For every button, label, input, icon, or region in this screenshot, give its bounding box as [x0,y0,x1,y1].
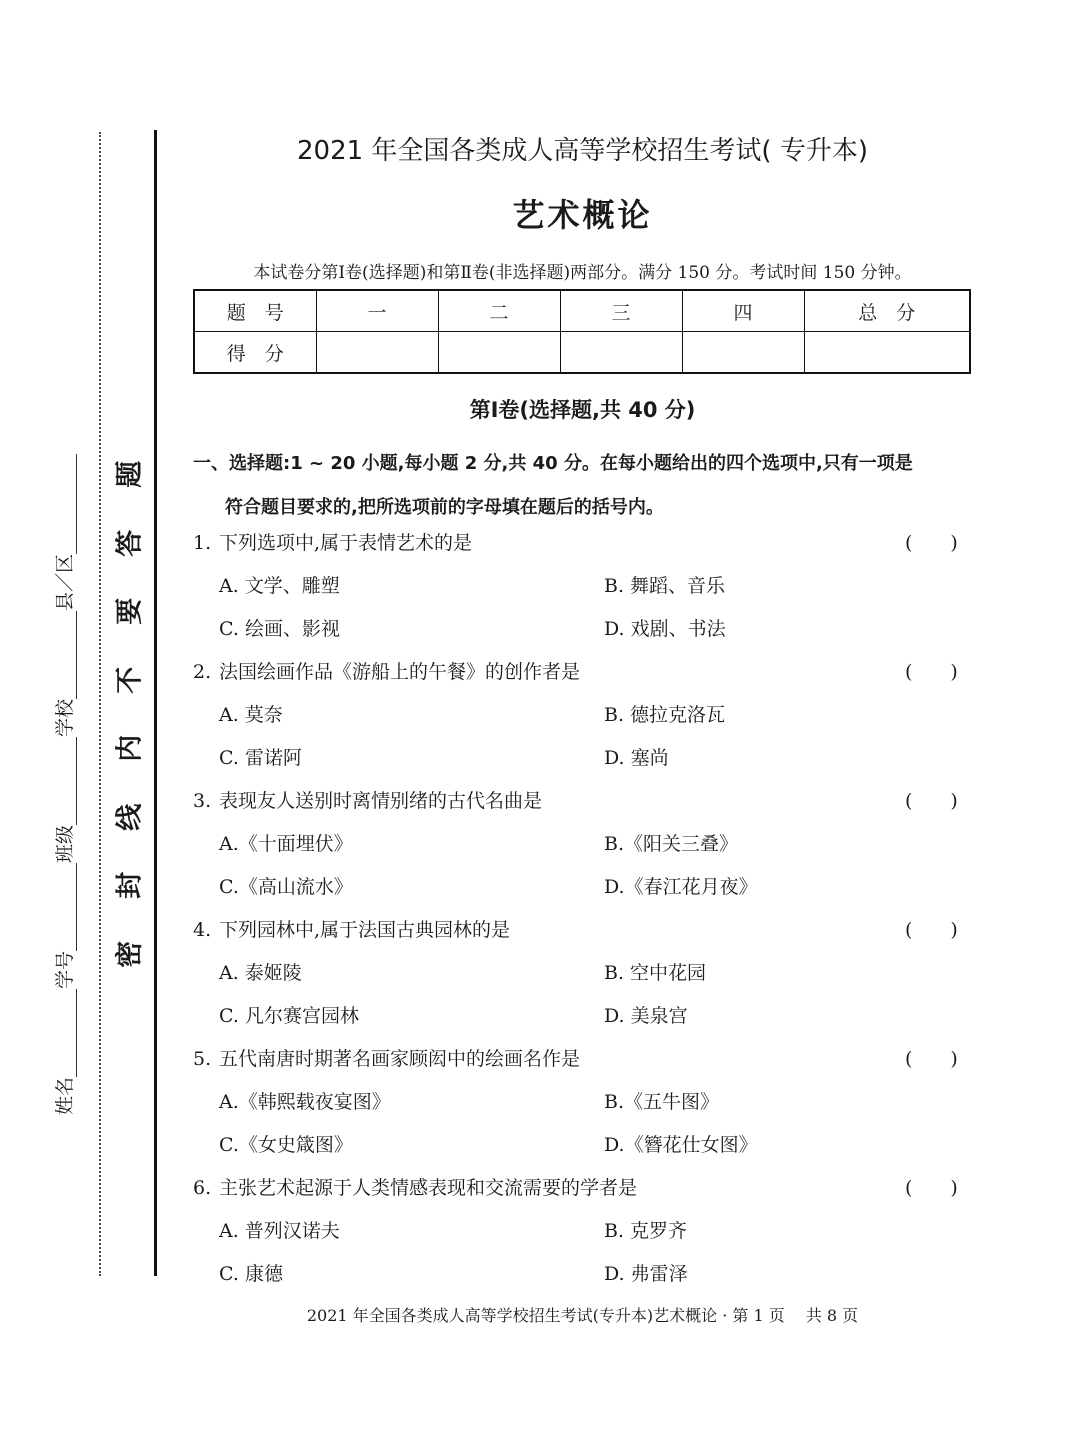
seal-char: 内 [113,734,145,762]
answer-option: A.《十面埋伏》 [219,833,353,855]
answer-option: C. 绘画、影视 [219,618,340,640]
question-stem [193,1167,973,1210]
answer-option: C.《女史箴图》 [219,1134,353,1156]
seal-notice [112,440,148,988]
part-title: 第Ⅰ卷(选择题,共 40 分) [469,398,696,422]
section-line-2: 符合题目要求的,把所选项前的字母填在题后的括号内。 [225,497,664,518]
page-footer: 2021 年全国各类成人高等学校招生考试(专升本)艺术概论 · 第 1 页 共 8 页 [306,1306,859,1325]
question-text: 法国绘画作品《游船上的午餐》的创作者是 [219,661,581,683]
district-label: 县／区 [54,553,76,611]
answer-option: C.《高山流水》 [219,876,353,898]
question-stem [193,522,973,565]
question-item [193,651,973,780]
option-grid [193,823,973,909]
answer-option: B. 克罗齐 [604,1220,688,1242]
school-field[interactable] [56,611,77,699]
answer-bracket[interactable]: ( ) [905,919,958,941]
question-stem [193,1038,973,1081]
question-number: 5. [193,1048,212,1070]
answer-option: C. 雷诺阿 [219,747,302,769]
score-row [194,332,970,374]
question-text: 下列选项中,属于表情艺术的是 [219,532,473,554]
answer-option: D. 弗雷泽 [604,1263,688,1285]
name-field[interactable] [56,989,77,1077]
answer-option: A. 文学、雕塑 [219,575,340,597]
score-cell[interactable] [804,332,970,374]
answer-bracket[interactable]: ( ) [905,790,958,812]
answer-bracket[interactable]: ( ) [905,1048,958,1070]
score-table [193,289,971,374]
question-item [193,1167,973,1296]
answer-option: D.《簪花仕女图》 [604,1134,758,1156]
answer-option: C. 康德 [219,1263,283,1285]
answer-option: B. 德拉克洛瓦 [604,704,726,726]
answer-option: D.《春江花月夜》 [604,876,758,898]
school-label: 学校 [54,698,76,737]
dotted-cut-line [99,132,101,1276]
section-instructions [193,442,983,530]
student-id-label: 学号 [54,950,76,989]
question-text: 下列园林中,属于法国古典园林的是 [219,919,511,941]
student-info-fields [53,415,77,1115]
student-id-field[interactable] [56,863,77,951]
option-grid [193,952,973,1038]
seal-char: 要 [113,597,145,625]
question-number: 4. [193,919,212,941]
question-text: 五代南唐时期著名画家顾闳中的绘画名作是 [219,1048,581,1070]
question-stem [193,651,973,694]
class-label: 班级 [54,824,76,863]
answer-option: A. 莫奈 [219,704,283,726]
question-list [193,522,973,1296]
option-grid [193,1081,973,1167]
answer-option: B. 舞蹈、音乐 [604,575,726,597]
score-header-row [194,290,970,332]
section-line-1: 一、选择题:1 ~ 20 小题,每小题 2 分,共 40 分。在每小题给出的四个选项中,只有一项是 [193,453,913,474]
question-item [193,1038,973,1167]
header-cell: 三 [560,290,682,332]
score-label-cell: 得 分 [194,332,316,374]
answer-option: A. 普列汉诺夫 [219,1220,340,1242]
question-item [193,909,973,1038]
seal-char: 封 [113,871,145,899]
score-cell[interactable] [682,332,804,374]
header-cell: 一 [316,290,438,332]
exam-instructions: 本试卷分第Ⅰ卷(选择题)和第Ⅱ卷(非选择题)两部分。满分 150 分。考试时间 150 分钟。 [253,263,912,283]
answer-option: B.《五牛图》 [604,1091,720,1113]
name-label: 姓名 [54,1076,76,1115]
district-field[interactable] [56,454,77,554]
score-cell[interactable] [438,332,560,374]
header-cell: 题 号 [194,290,316,332]
question-item [193,522,973,651]
question-text: 表现友人送别时离情别绪的古代名曲是 [219,790,543,812]
answer-option: C. 凡尔赛宫园林 [219,1005,359,1027]
question-stem [193,780,973,823]
answer-bracket[interactable]: ( ) [905,532,958,554]
score-cell[interactable] [560,332,682,374]
answer-option: A. 泰姬陵 [219,962,302,984]
question-number: 3. [193,790,212,812]
seal-char: 不 [113,666,145,694]
option-grid [193,694,973,780]
header-cell: 总 分 [804,290,970,332]
answer-bracket[interactable]: ( ) [905,1177,958,1199]
header-cell: 四 [682,290,804,332]
answer-option: D. 塞尚 [604,747,669,769]
question-text: 主张艺术起源于人类情感表现和交流需要的学者是 [219,1177,638,1199]
question-item [193,780,973,909]
exam-title: 2021 年全国各类成人高等学校招生考试( 专升本) [297,136,868,166]
question-number: 6. [193,1177,212,1199]
seal-char: 答 [113,529,145,557]
header-cell: 二 [438,290,560,332]
class-field[interactable] [56,737,77,825]
question-number: 2. [193,661,212,683]
subject-title: 艺术概论 [512,196,653,234]
answer-bracket[interactable]: ( ) [905,661,958,683]
question-stem [193,909,973,952]
seal-char: 密 [113,940,145,968]
answer-option: B. 空中花园 [604,962,707,984]
seal-char: 线 [113,803,145,831]
answer-option: D. 美泉宫 [604,1005,688,1027]
answer-option: A.《韩熙载夜宴图》 [219,1091,391,1113]
score-cell[interactable] [316,332,438,374]
question-number: 1. [193,532,212,554]
answer-option: B.《阳关三叠》 [604,833,739,855]
answer-option: D. 戏剧、书法 [604,618,726,640]
option-grid [193,1210,973,1296]
option-grid [193,565,973,651]
binding-line [154,130,157,1276]
seal-char: 题 [113,460,145,488]
